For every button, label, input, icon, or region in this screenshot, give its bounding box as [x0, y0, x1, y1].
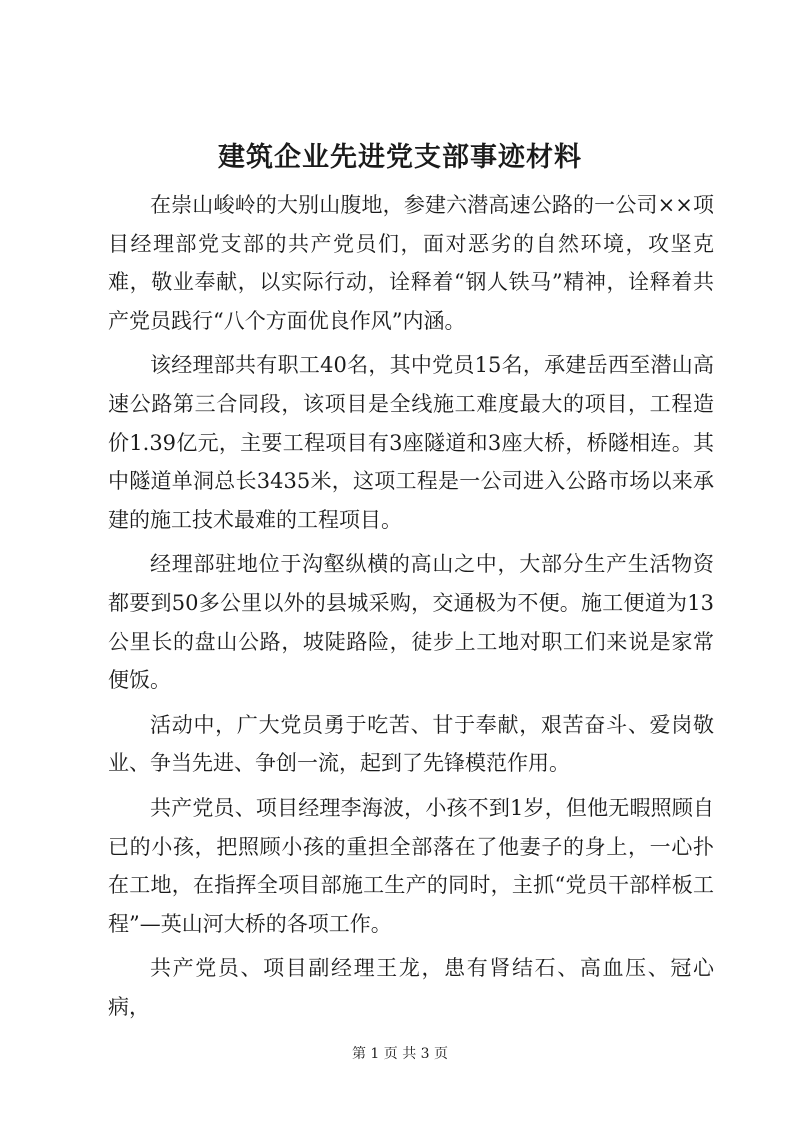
paragraph: 共产党员、项目经理李海波，小孩不到1岁，但他无暇照顾自已的小孩，把照顾小孩的重担全部落在了他妻子的身上，一心扑在工地，在指挥全项目部施工生产的同时，主抓“党员干部样板工程”—英山河大桥的各项工作。 — [108, 795, 714, 936]
document-title: 建筑企业先进党支部事迹材料 — [218, 142, 582, 173]
paragraph: 在崇山峻岭的大别山腹地，参建六潜高速公路的一公司××项目经理部党支部的共产党员们，面对恶劣的自然环境，攻坚克难，敬业奉献，以实际行动，诠释着“钢人铁马”精神，诠释着共产党员践行“八个方面优良作风”内涵。 — [108, 193, 714, 333]
document-body — [108, 186, 714, 1032]
paragraph: 该经理部共有职工40名，其中党员15名，承建岳西至潜山高速公路第三合同段，该项目是全线施工难度最大的项目，工程造价1.39亿元，主要工程项目有3座隧道和3座大桥，桥隧相连。其中隧道单洞总长3435米，这项工程是一公司进入公路市场以来承建的施工技术最难的工程项目。 — [108, 353, 714, 532]
paragraph: 经理部驻地位于沟壑纵横的高山之中，大部分生产生活物资都要到50多公里以外的县城采购，交通极为不便。施工便道为13公里长的盘山公路，坡陡路险，徒步上工地对职工们来说是家常便饭。 — [108, 552, 714, 693]
page-number-footer: 第 1 页 共 3 页 — [351, 1046, 449, 1062]
paragraph: 共产党员、项目副经理王龙，患有肾结石、高血压、冠心病， — [108, 956, 714, 1019]
paragraph: 活动中，广大党员勇于吃苦、甘于奉献，艰苦奋斗、爱岗敬业、争当先进、争创一流，起到了先锋模范作用。 — [108, 712, 714, 776]
